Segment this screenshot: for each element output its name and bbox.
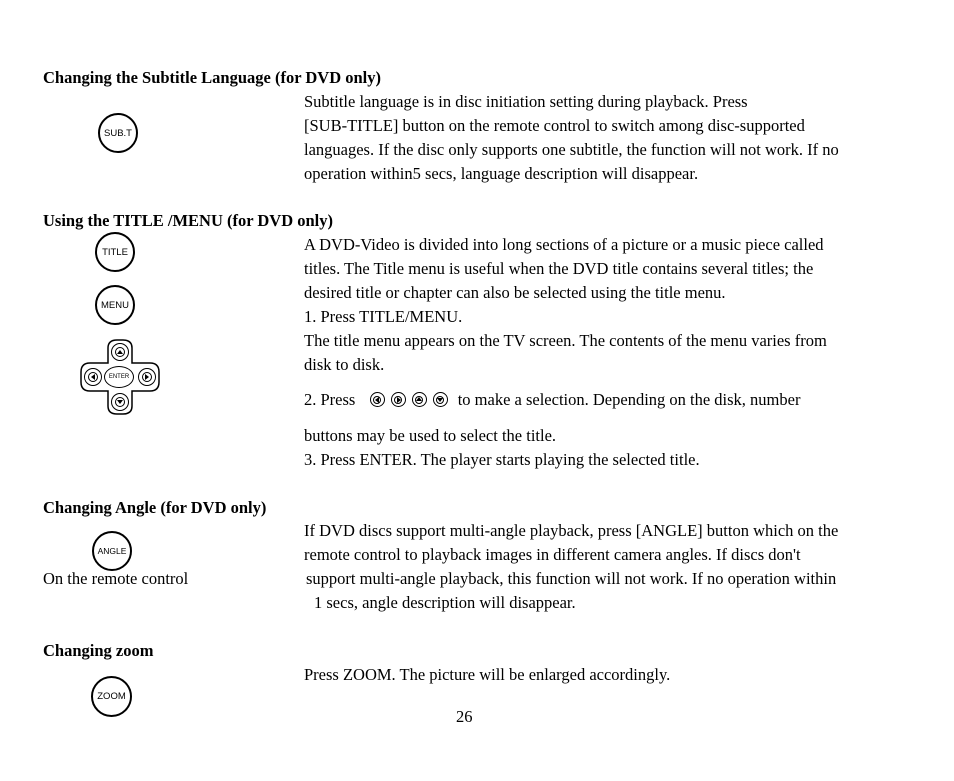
menu-button-icon [95,285,135,325]
up-arrow-icon [412,392,427,407]
left-arrow-icon [84,368,102,386]
up-arrow-icon [111,343,129,361]
text-line: 1 secs, angle description will disappear. [314,593,576,612]
navigation-pad-icon [79,338,161,416]
text-line: 3. Press ENTER. The player starts playing the selected title. [304,450,700,469]
subtitle-button-label: SUB.T [104,127,132,139]
text-line: desired title or chapter can also be selected using the title menu. [304,283,726,302]
text-line: titles. The Title menu is useful when the DVD title contains several titles; the [304,259,814,278]
angle-caption: On the remote control [43,569,189,588]
step-2-suffix: to make a selection. Depending on the disk, number [457,390,801,409]
zoom-button-icon [91,676,132,717]
text-line: support multi-angle playback, this function will not work. If no operation within [306,569,837,588]
text-line: A DVD-Video is divided into long sections of a picture or a music piece called [304,235,824,254]
menu-button-label: MENU [101,299,129,311]
text-line: [SUB-TITLE] button on the remote control to switch among disc-supported [304,116,805,135]
text-line: operation within5 secs, language description will disappear. [304,164,699,183]
section-heading-subtitle: Changing the Subtitle Language (for DVD only) [43,68,381,87]
step-2-line [304,388,800,412]
title-menu-text-after [304,424,700,472]
text-line: If DVD discs support multi-angle playback, press [ANGLE] button which on the [304,521,839,540]
zoom-text: Press ZOOM. The picture will be enlarged accordingly. [304,665,671,684]
angle-button-label: ANGLE [97,546,127,556]
zoom-button-label: ZOOM [97,691,126,702]
subtitle-text [304,90,839,186]
section-heading-angle: Changing Angle (for DVD only) [43,498,267,517]
left-arrow-icon [370,392,385,407]
title-button-label: TITLE [102,246,128,258]
enter-button-icon [104,366,134,388]
title-button-icon [95,232,135,272]
down-arrow-icon [111,393,129,411]
title-menu-text [304,233,827,377]
text-line: buttons may be used to select the title. [304,426,557,445]
angle-text [304,519,838,615]
text-line: remote control to playback images in different camera angles. If discs don't [304,545,801,564]
right-arrow-icon [391,392,406,407]
text-line: The title menu appears on the TV screen. The contents of the menu varies from [304,331,827,350]
section-heading-zoom: Changing zoom [43,641,154,660]
subtitle-button-icon [98,113,138,153]
text-line: 1. Press TITLE/MENU. [304,307,463,326]
text-line: Subtitle language is in disc initiation setting during playback. Press [304,92,748,111]
enter-button-label: ENTER [108,374,130,380]
page-number: 26 [456,707,473,726]
section-heading-title-menu: Using the TITLE /MENU (for DVD only) [43,211,333,230]
text-line: disk to disk. [304,355,385,374]
right-arrow-icon [138,368,156,386]
text-line: languages. If the disc only supports one subtitle, the function will not work. If no [304,140,839,159]
angle-button-icon [92,531,132,571]
down-arrow-icon [433,392,448,407]
step-2-prefix: 2. Press [304,390,356,409]
